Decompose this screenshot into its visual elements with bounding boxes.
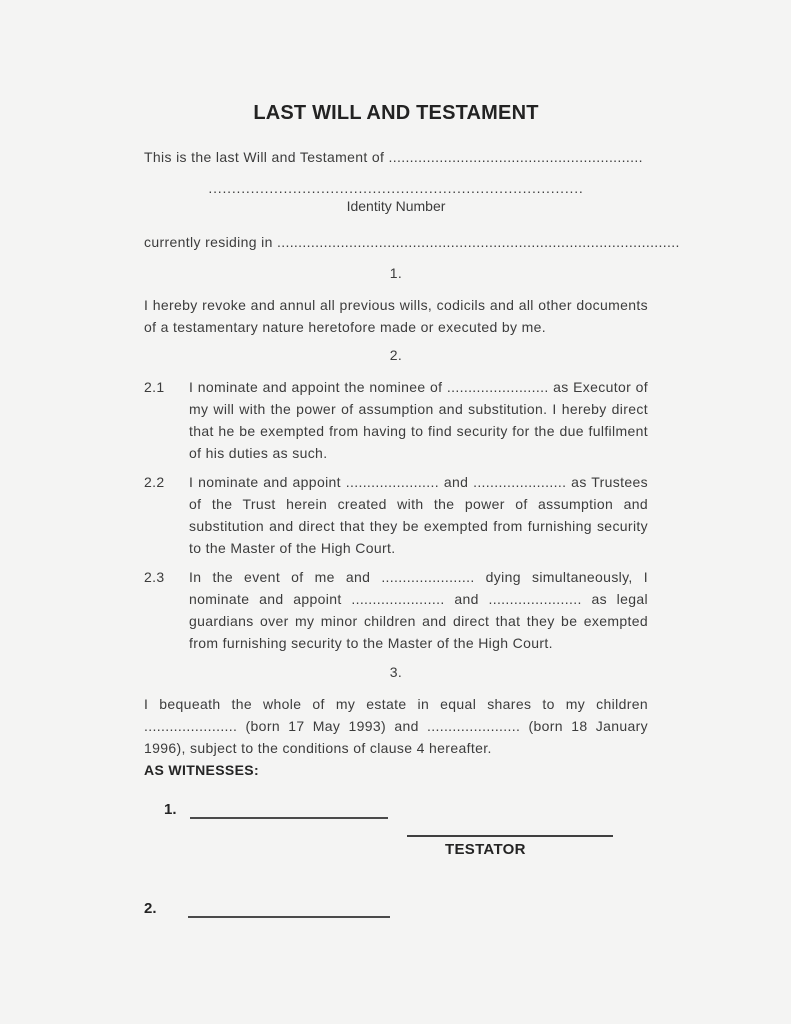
witnesses-heading: AS WITNESSES:	[144, 762, 260, 778]
witness-1-number: 1.	[164, 801, 177, 818]
clause-2-2-text: I nominate and appoint ...................... and ...................... as Trustees of the Trust herein created with the power of assumption and substitution and direct that they be exempted from furnishing security to the Master of the High Court.	[189, 474, 648, 556]
clause-2-2	[144, 471, 648, 559]
clause-2-1-text: I nominate and appoint the nominee of ........................ as Executor of my will with the power of assumption and substitution. I hereby direct that he be exempted from having to find security for the due fulfilment of his duties as such.	[189, 379, 648, 461]
testator-signature-line	[407, 835, 613, 837]
testator-block	[407, 835, 613, 858]
section-3-paragraph: I bequeath the whole of my estate in equal shares to my children ...................... (born 17 May 1993) and ...................... (born 18 January 1996), subject to the conditions of clause 4 hereafter.	[144, 696, 648, 756]
clause-2-3	[144, 566, 648, 654]
section-1-number: 1.	[389, 265, 403, 281]
witness-2-row	[144, 898, 648, 918]
clause-2-1	[144, 376, 648, 464]
witness-2-signature-line	[188, 902, 390, 918]
witness-2-number: 2.	[144, 900, 157, 917]
intro-line: This is the last Will and Testament of ............................................................	[144, 149, 643, 165]
witness-1-row	[144, 799, 648, 819]
clause-2-2-number: 2.2	[144, 474, 165, 490]
clause-2-3-text: In the event of me and ...................... dying simultaneously, I nominate and appoint ...................... and ...................... as legal guardians over my minor children and direct that they be exempted from furnishing security to the Master of the High Court.	[189, 569, 648, 651]
testator-label: TESTATOR	[445, 841, 526, 858]
section-2-number: 2.	[389, 347, 403, 363]
identity-number-label: Identity Number	[346, 198, 446, 214]
clause-2-3-number: 2.3	[144, 569, 165, 585]
identity-block	[144, 180, 648, 216]
section-3-number: 3.	[389, 664, 403, 680]
witness-1-signature-line	[190, 803, 388, 819]
document-title: LAST WILL AND TESTAMENT	[253, 102, 539, 124]
clause-2-1-number: 2.1	[144, 379, 165, 395]
identity-dotted-line: ................................................................................	[208, 180, 584, 196]
section-1-paragraph: I hereby revoke and annul all previous wills, codicils and all other documents of a testamentary nature heretofore made or executed by me.	[144, 297, 648, 335]
residing-line: currently residing in ...............................................................................................	[144, 234, 680, 250]
